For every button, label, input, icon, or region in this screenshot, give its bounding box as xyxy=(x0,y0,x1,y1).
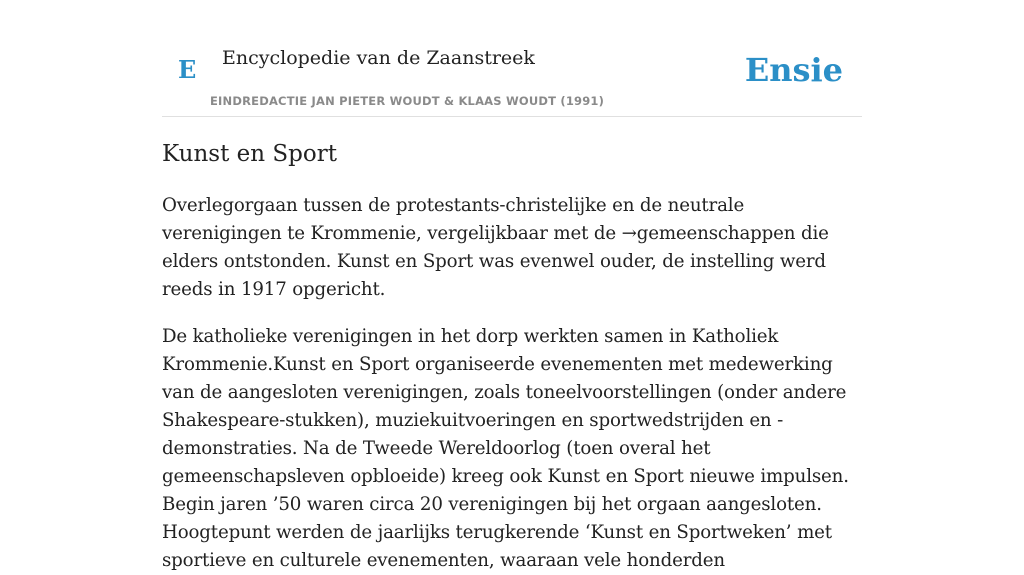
site-header xyxy=(162,0,862,117)
site-title[interactable]: Encyclopedie van de Zaanstreek xyxy=(222,47,535,69)
brand-logo[interactable]: Ensie xyxy=(744,51,843,89)
article-paragraph: Overlegorgaan tussen de protestants-christelijke en de neutrale verenigingen te Krommenie, vergelijkbaar met de →gemeenschappen die elders ontstonden. Kunst en Sport was evenwel ouder, de instelling werd reeds in 1917 opgericht. xyxy=(162,195,829,300)
article-paragraph: De katholieke verenigingen in het dorp werkten samen in Katholiek Krommenie.Kunst en Sport organiseerde evenementen met medewerking van de aangesloten verenigingen, zoals toneelvoorstellingen (onder andere Shakespeare-stukken), muziekuitvoeringen en sportwedstrijden en -demonstraties. Na de Tweede Wereldoorlog (toen overal het gemeenschapsleven opbloeide) kreeg ook Kunst en Sport nieuwe impulsen. Begin jaren ’50 waren circa 20 verenigingen bij het orgaan aangesloten. Hoogtepunt werden de jaarlijks terugkerende ‘Kunst en Sportweken’ met sportieve en culturele evenementen, waaraan vele honderden xyxy=(162,326,849,571)
editorial-credit: EINDREDACTIE JAN PIETER WOUDT & KLAAS WOUDT (1991) xyxy=(210,94,605,108)
article xyxy=(162,136,862,575)
article-title: Kunst en Sport xyxy=(162,141,337,167)
logo-icon[interactable]: E xyxy=(178,55,197,84)
